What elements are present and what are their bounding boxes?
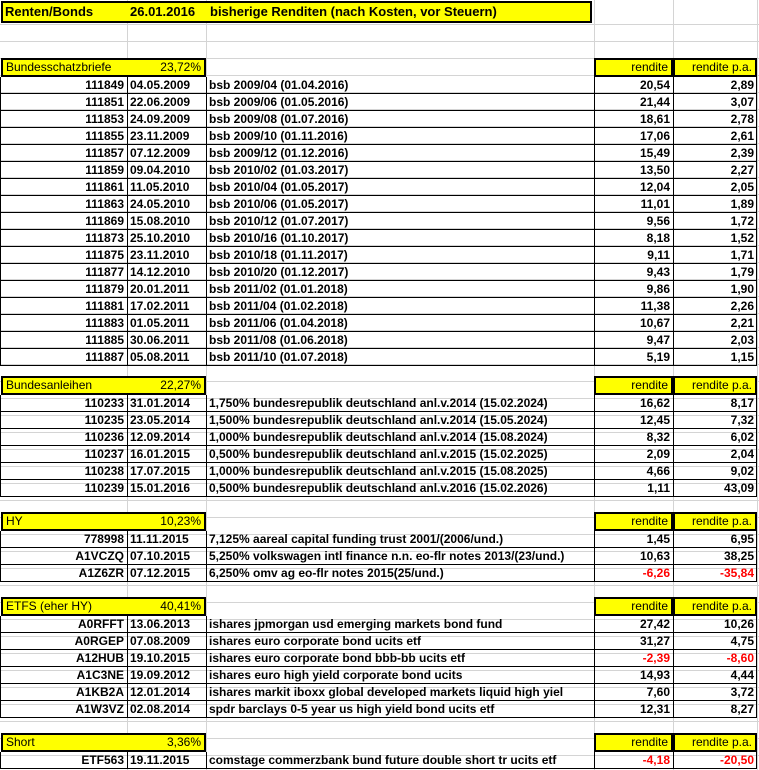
table-border: [0, 395, 1, 497]
gridline: [0, 585, 759, 586]
table-border: [673, 752, 674, 769]
purchase-date[interactable]: 17.07.2015: [130, 464, 191, 478]
table-border: [673, 616, 674, 718]
rendite-pa-value[interactable]: 38,25: [723, 549, 754, 563]
rendite-value[interactable]: 2,09: [646, 447, 670, 461]
purchase-date[interactable]: 11.05.2010: [130, 180, 190, 194]
security-name[interactable]: bsb 2009/10 (01.11.2016): [209, 129, 348, 143]
security-name[interactable]: 0,500% bundesrepublik deutschland anl.v.2015 (15.02.2025): [209, 447, 548, 461]
table-border: [673, 531, 674, 582]
title-bar[interactable]: [1, 1, 592, 23]
security-name[interactable]: spdr barclays 0-5 year us high yield bond ucits etf: [209, 702, 495, 716]
security-id[interactable]: 111857: [85, 146, 124, 160]
security-id[interactable]: 110239: [84, 481, 124, 495]
rendite-value[interactable]: 4,66: [646, 464, 670, 478]
table-border: [0, 77, 1, 366]
purchase-date[interactable]: 15.01.2016: [130, 481, 191, 495]
rendite-value[interactable]: 11,01: [640, 197, 670, 211]
purchase-date[interactable]: 20.01.2011: [130, 282, 190, 296]
security-name[interactable]: bsb 2011/10 (01.07.2018): [209, 350, 348, 364]
table-border: [127, 531, 128, 582]
rendite-value[interactable]: 12,04: [639, 180, 670, 194]
security-name[interactable]: bsb 2011/02 (01.01.2018): [209, 282, 348, 296]
column-header-rendite[interactable]: rendite: [594, 597, 673, 616]
security-id[interactable]: 110238: [84, 464, 124, 478]
section-title: ETFS (eher HY): [6, 599, 93, 613]
security-name[interactable]: 1,000% bundesrepublik deutschland anl.v.2015 (15.08.2025): [209, 464, 548, 478]
rendite-pa-value[interactable]: 1,52: [730, 231, 754, 245]
rendite-pa-value[interactable]: 8,27: [730, 702, 754, 716]
table-border: [127, 395, 128, 497]
rendite-value[interactable]: 16,62: [639, 396, 670, 410]
security-id[interactable]: A1KB2A: [75, 685, 124, 699]
purchase-date[interactable]: 19.11.2015: [130, 753, 190, 767]
security-id[interactable]: 111869: [85, 214, 124, 228]
purchase-date[interactable]: 05.08.2011: [130, 350, 190, 364]
rendite-pa-value[interactable]: 2,03: [730, 333, 754, 347]
column-header-rendite-pa[interactable]: rendite p.a.: [673, 512, 757, 531]
security-name[interactable]: 5,250% volkswagen intl finance n.n. eo-flr notes 2013/(23/und.): [209, 549, 565, 563]
rendite-value[interactable]: 11,38: [640, 299, 670, 313]
section-title: HY: [6, 514, 23, 528]
security-id[interactable]: 110235: [84, 413, 124, 427]
security-name[interactable]: bsb 2010/16 (01.10.2017): [209, 231, 349, 245]
purchase-date[interactable]: 12.09.2014: [130, 430, 191, 444]
table-border: [206, 77, 207, 366]
rendite-pa-value[interactable]: 2,61: [730, 129, 754, 143]
security-name[interactable]: 1,000% bundesrepublik deutschland anl.v.2014 (15.08.2024): [209, 430, 548, 444]
row-border: [0, 496, 757, 497]
rendite-value[interactable]: 27,42: [639, 617, 670, 631]
table-border: [594, 616, 595, 718]
rendite-pa-value[interactable]: -20,50: [719, 753, 754, 767]
section-header[interactable]: [1, 376, 206, 395]
rendite-value[interactable]: -4,18: [642, 753, 670, 767]
security-id[interactable]: 778998: [83, 532, 124, 546]
security-id[interactable]: 110233: [84, 396, 124, 410]
rendite-pa-value[interactable]: 4,44: [730, 668, 754, 682]
table-border: [594, 395, 595, 497]
purchase-date[interactable]: 24.09.2009: [130, 112, 191, 126]
security-id[interactable]: A1W3VZ: [75, 702, 124, 716]
security-id[interactable]: 111887: [85, 350, 124, 364]
rendite-value[interactable]: 13,50: [639, 163, 670, 177]
table-border: [206, 616, 207, 718]
rendite-pa-value[interactable]: 3,07: [730, 95, 754, 109]
security-id[interactable]: A1Z6ZR: [78, 566, 124, 580]
security-id[interactable]: ETF563: [81, 753, 124, 767]
table-border: [206, 395, 207, 497]
security-name[interactable]: ishares euro corporate bond bbb-bb ucits etf: [209, 651, 466, 665]
rendite-pa-value[interactable]: 1,72: [730, 214, 754, 228]
section-percent: 22,27%: [160, 378, 201, 392]
section-header[interactable]: [1, 733, 206, 752]
rendite-value[interactable]: 17,06: [639, 129, 670, 143]
rendite-value[interactable]: 5,19: [646, 350, 670, 364]
purchase-date[interactable]: 14.12.2010: [130, 265, 191, 279]
purchase-date[interactable]: 19.10.2015: [130, 651, 191, 665]
security-id[interactable]: 111849: [85, 78, 124, 92]
rendite-value[interactable]: 1,45: [646, 532, 670, 546]
purchase-date[interactable]: 23.11.2009: [130, 129, 190, 143]
purchase-date[interactable]: 17.02.2011: [130, 299, 190, 313]
rendite-pa-value[interactable]: 2,89: [730, 78, 754, 92]
rendite-value[interactable]: 12,31: [639, 702, 670, 716]
column-header-rendite-pa[interactable]: rendite p.a.: [673, 733, 757, 752]
security-name[interactable]: 1,750% bundesrepublik deutschland anl.v.2014 (15.02.2024): [209, 396, 548, 410]
section-title: Short: [6, 735, 35, 749]
rendite-value[interactable]: 9,43: [646, 265, 670, 279]
rendite-value[interactable]: 1,11: [647, 481, 670, 495]
purchase-date[interactable]: 07.12.2009: [130, 146, 191, 160]
gridline: [757, 0, 758, 770]
rendite-pa-value[interactable]: 7,32: [730, 413, 754, 427]
rendite-value[interactable]: 10,63: [639, 549, 670, 563]
security-name[interactable]: 7,125% aareal capital funding trust 2001/(2006/und.): [209, 532, 504, 546]
table-border: [756, 616, 757, 718]
security-name[interactable]: comstage commerzbank bund future double short tr ucits etf: [209, 753, 557, 767]
rendite-value[interactable]: 18,61: [639, 112, 670, 126]
table-border: [0, 616, 1, 718]
purchase-date[interactable]: 07.08.2009: [130, 634, 191, 648]
table-border: [0, 531, 1, 582]
rendite-pa-value[interactable]: -8,60: [726, 651, 754, 665]
title-date: 26.01.2016: [130, 4, 196, 19]
gridline: [0, 500, 759, 501]
security-id[interactable]: 111853: [85, 112, 124, 126]
rendite-value[interactable]: 9,11: [647, 248, 670, 262]
table-border: [756, 752, 757, 769]
purchase-date[interactable]: 16.01.2015: [130, 447, 191, 461]
rendite-pa-value[interactable]: 8,17: [730, 396, 754, 410]
rendite-value[interactable]: 12,45: [639, 413, 670, 427]
security-id[interactable]: 111885: [85, 333, 124, 347]
security-id[interactable]: 111851: [85, 95, 124, 109]
purchase-date[interactable]: 04.05.2009: [130, 78, 191, 92]
rendite-pa-value[interactable]: 9,02: [730, 464, 754, 478]
table-border: [594, 531, 595, 582]
security-name[interactable]: bsb 2009/06 (01.05.2016): [209, 95, 349, 109]
security-id[interactable]: 110237: [84, 447, 124, 461]
rendite-value[interactable]: 14,93: [639, 668, 670, 682]
section-header[interactable]: [1, 58, 206, 77]
column-header-rendite[interactable]: rendite: [594, 733, 673, 752]
rendite-pa-value[interactable]: 1,89: [730, 197, 754, 211]
column-header-rendite-pa[interactable]: rendite p.a.: [673, 376, 757, 395]
purchase-date[interactable]: 30.06.2011: [130, 333, 190, 347]
security-id[interactable]: A0RFFT: [78, 617, 124, 631]
rendite-value[interactable]: 8,32: [646, 430, 670, 444]
column-header-rendite[interactable]: rendite: [594, 58, 673, 77]
section-header[interactable]: [1, 512, 206, 531]
title-label: Renten/Bonds: [5, 4, 94, 19]
security-id[interactable]: 111877: [85, 265, 124, 279]
security-name[interactable]: bsb 2009/08 (01.07.2016): [209, 112, 349, 126]
section-percent: 3,36%: [166, 735, 201, 749]
rendite-pa-value[interactable]: 2,27: [730, 163, 754, 177]
purchase-date[interactable]: 01.05.2011: [130, 316, 190, 330]
rendite-pa-value[interactable]: 1,79: [730, 265, 754, 279]
security-name[interactable]: 1,500% bundesrepublik deutschland anl.v.2014 (15.05.2024): [209, 413, 548, 427]
security-id[interactable]: A1C3NE: [76, 668, 124, 682]
table-border: [127, 77, 128, 366]
rendite-pa-value[interactable]: 1,15: [730, 350, 754, 364]
purchase-date[interactable]: 09.04.2010: [130, 163, 191, 177]
section-header[interactable]: [1, 597, 206, 616]
security-name[interactable]: bsb 2011/08 (01.06.2018): [209, 333, 348, 347]
security-name[interactable]: bsb 2011/06 (01.04.2018): [209, 316, 348, 330]
purchase-date[interactable]: 07.10.2015: [130, 549, 191, 563]
security-id[interactable]: 111861: [85, 180, 124, 194]
column-header-rendite-pa[interactable]: rendite p.a.: [673, 58, 757, 77]
rendite-value[interactable]: 7,60: [646, 685, 670, 699]
table-border: [756, 531, 757, 582]
rendite-pa-value[interactable]: 2,04: [730, 447, 754, 461]
security-name[interactable]: ishares euro corporate bond ucits etf: [209, 634, 422, 648]
security-id[interactable]: A1VCZQ: [75, 549, 124, 563]
purchase-date[interactable]: 11.11.2015: [130, 532, 189, 546]
security-name[interactable]: bsb 2011/04 (01.02.2018): [209, 299, 348, 313]
rendite-value[interactable]: -6,26: [642, 566, 670, 580]
table-border: [756, 77, 757, 366]
gridline: [0, 41, 759, 42]
table-border: [127, 752, 128, 769]
rendite-value[interactable]: 21,44: [639, 95, 670, 109]
row-border: [0, 365, 757, 366]
rendite-value[interactable]: 9,56: [646, 214, 670, 228]
rendite-pa-value[interactable]: 4,75: [730, 634, 754, 648]
security-id[interactable]: 110236: [84, 430, 124, 444]
column-header-rendite-pa[interactable]: rendite p.a.: [673, 597, 757, 616]
security-id[interactable]: A12HUB: [75, 651, 124, 665]
rendite-pa-value[interactable]: -35,84: [719, 566, 754, 580]
purchase-date[interactable]: 23.11.2010: [130, 248, 190, 262]
purchase-date[interactable]: 02.08.2014: [130, 702, 191, 716]
section-percent: 10,23%: [160, 514, 201, 528]
rendite-pa-value[interactable]: 43,09: [723, 481, 754, 495]
security-id[interactable]: 111879: [85, 282, 124, 296]
rendite-value[interactable]: 20,54: [639, 78, 670, 92]
section-percent: 23,72%: [160, 60, 201, 74]
rendite-value[interactable]: 9,86: [646, 282, 670, 296]
row-border: [0, 717, 757, 718]
rendite-pa-value[interactable]: 2,21: [730, 316, 754, 330]
table-border: [756, 395, 757, 497]
security-id[interactable]: 111881: [85, 299, 124, 313]
column-header-rendite[interactable]: rendite: [594, 512, 673, 531]
security-name[interactable]: bsb 2010/04 (01.05.2017): [209, 180, 349, 194]
table-border: [206, 531, 207, 582]
security-name[interactable]: ishares euro high yield corporate bond ucits: [209, 668, 463, 682]
purchase-date[interactable]: 12.01.2014: [130, 685, 191, 699]
table-border: [673, 395, 674, 497]
security-name[interactable]: bsb 2010/02 (01.03.2017): [209, 163, 349, 177]
rendite-value[interactable]: -2,39: [642, 651, 670, 665]
security-name[interactable]: bsb 2010/12 (01.07.2017): [209, 214, 349, 228]
purchase-date[interactable]: 25.10.2010: [130, 231, 191, 245]
security-name[interactable]: bsb 2010/18 (01.11.2017): [209, 248, 348, 262]
section-title: Bundesanleihen: [6, 378, 93, 392]
table-border: [594, 77, 595, 366]
table-border: [0, 752, 1, 769]
gridline: [0, 24, 759, 25]
rendite-pa-value[interactable]: 6,95: [730, 532, 754, 546]
purchase-date[interactable]: 31.01.2014: [130, 396, 191, 410]
table-border: [594, 752, 595, 769]
row-border: [0, 581, 757, 582]
row-border: [0, 768, 757, 769]
security-name[interactable]: ishares markit iboxx global developed markets liquid high yiel: [209, 685, 564, 699]
rendite-pa-value[interactable]: 1,90: [730, 282, 754, 296]
security-name[interactable]: bsb 2009/04 (01.04.2016): [209, 78, 349, 92]
rendite-pa-value[interactable]: 3,72: [730, 685, 754, 699]
section-title: Bundesschatzbriefe: [6, 60, 112, 74]
purchase-date[interactable]: 07.12.2015: [130, 566, 191, 580]
purchase-date[interactable]: 15.08.2010: [130, 214, 191, 228]
rendite-pa-value[interactable]: 10,26: [723, 617, 754, 631]
security-id[interactable]: 111883: [85, 316, 124, 330]
security-name[interactable]: bsb 2010/06 (01.05.2017): [209, 197, 349, 211]
security-name[interactable]: bsb 2010/20 (01.12.2017): [209, 265, 349, 279]
rendite-pa-value[interactable]: 2,39: [730, 146, 754, 160]
table-border: [127, 616, 128, 718]
purchase-date[interactable]: 23.05.2014: [130, 413, 191, 427]
purchase-date[interactable]: 22.06.2009: [130, 95, 191, 109]
rendite-value[interactable]: 15,49: [639, 146, 670, 160]
security-id[interactable]: 111859: [85, 163, 124, 177]
rendite-pa-value[interactable]: 2,78: [730, 112, 754, 126]
gridline: [0, 721, 759, 722]
rendite-pa-value[interactable]: 2,26: [730, 299, 754, 313]
security-id[interactable]: 111873: [85, 231, 124, 245]
security-id[interactable]: 111855: [85, 129, 124, 143]
rendite-value[interactable]: 8,18: [646, 231, 670, 245]
rendite-pa-value[interactable]: 2,05: [730, 180, 754, 194]
rendite-value[interactable]: 10,67: [639, 316, 670, 330]
rendite-pa-value[interactable]: 6,02: [730, 430, 754, 444]
security-name[interactable]: 6,250% omv ag eo-flr notes 2015(25/und.): [209, 566, 444, 580]
rendite-pa-value[interactable]: 1,71: [730, 248, 754, 262]
rendite-value[interactable]: 9,47: [646, 333, 670, 347]
purchase-date[interactable]: 24.05.2010: [130, 197, 191, 211]
column-header-rendite[interactable]: rendite: [594, 376, 673, 395]
security-name[interactable]: ishares jpmorgan usd emerging markets bond fund: [209, 617, 503, 631]
security-name[interactable]: 0,500% bundesrepublik deutschland anl.v.2016 (15.02.2026): [209, 481, 548, 495]
table-border: [206, 752, 207, 769]
purchase-date[interactable]: 19.09.2012: [130, 668, 191, 682]
title-subtitle: bisherige Renditen (nach Kosten, vor Steuern): [210, 4, 497, 19]
security-id[interactable]: 111875: [85, 248, 124, 262]
table-border: [673, 77, 674, 366]
purchase-date[interactable]: 13.06.2013: [130, 617, 191, 631]
security-name[interactable]: bsb 2009/12 (01.12.2016): [209, 146, 349, 160]
security-id[interactable]: 111863: [85, 197, 124, 211]
rendite-value[interactable]: 31,27: [639, 634, 670, 648]
security-id[interactable]: A0RGEP: [74, 634, 124, 648]
section-percent: 40,41%: [160, 599, 201, 613]
